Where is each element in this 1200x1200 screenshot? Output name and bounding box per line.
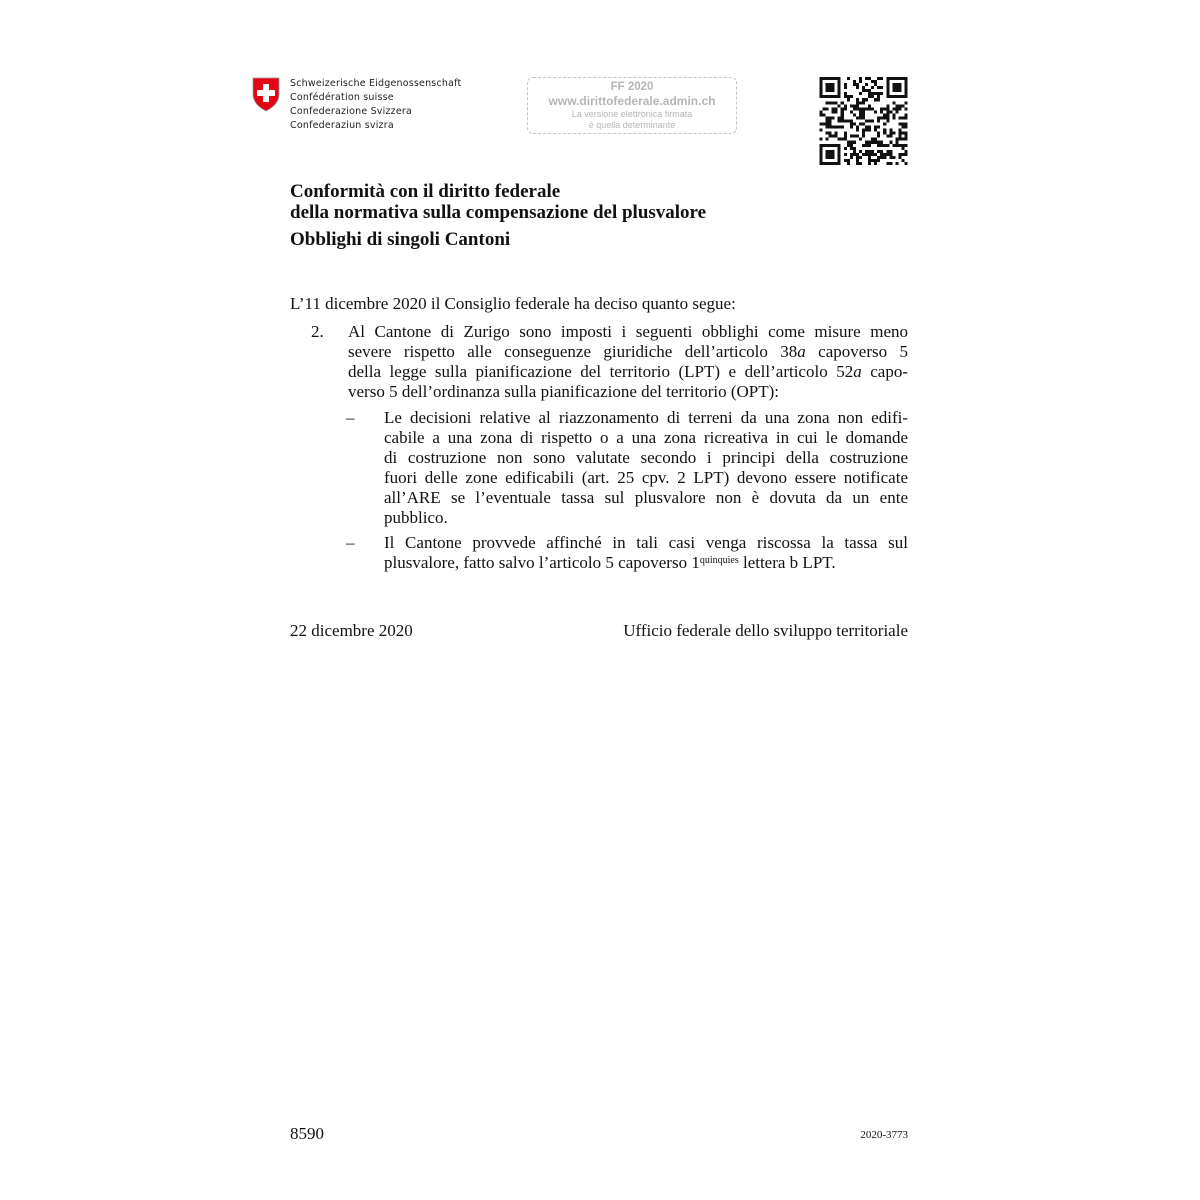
document-date: 22 dicembre 2020 [290, 621, 413, 640]
stamp-gazette: FF 2020 [610, 81, 654, 93]
bullet-line: cabile a una zona di rispetto o a una zona ricreativa in cui le domande [384, 428, 908, 447]
bullet-line: pubblico. [384, 508, 448, 527]
item-line: verso 5 dell’ordinanza sulla pianificazione del territorio (OPT): [348, 382, 779, 401]
bullet-line: Il Cantone provvede affinché in tali casi venga riscossa la tassa sul [384, 533, 908, 552]
document-title-line-2: della normativa sulla compensazione del plusvalore [290, 202, 707, 223]
issuer-name-it: Confederazione Svizzera [290, 106, 413, 117]
publication-stamp [527, 77, 737, 134]
issuer-name-fr: Confédération suisse [290, 92, 394, 103]
item-number: 2. [311, 322, 324, 341]
document-reference: 2020-3773 [860, 1129, 908, 1141]
document-title-line-1: Conformità con il diritto federale [290, 181, 561, 202]
issuing-office: Ufficio federale dello sviluppo territoriale [623, 621, 908, 640]
stamp-url: www.dirittofederale.admin.ch [548, 94, 716, 108]
stamp-note-1: La versione elettronica firmata [571, 109, 693, 119]
issuer-name-de: Schweizerische Eidgenossenschaft [290, 78, 462, 89]
item-line: severe rispetto alle conseguenze giuridiche dell’articolo 38a capoverso 5 [348, 342, 909, 361]
bullet-dash: – [346, 533, 355, 552]
document-title [290, 181, 706, 223]
bullet-dash: – [346, 408, 355, 427]
page-number: 8590 [290, 1124, 324, 1143]
bullet-line: plusvalore, fatto salvo l’articolo 5 capoverso $1^{quinquies}$ lettera b LPT. [384, 553, 836, 572]
intro-paragraph: L’11 dicembre 2020 il Consiglio federale ha deciso quanto segue: [290, 294, 736, 313]
document-subtitle: Obblighi di singoli Cantoni [290, 229, 511, 250]
item-paragraph [348, 322, 908, 402]
swiss-cross-shield-icon [251, 76, 281, 112]
bullet-item-notification [384, 408, 908, 528]
stamp-note-2: è quella determinante [588, 120, 676, 130]
bullet-line: Le decisioni relative al riazzonamento di terreni da una zona non edifi- [384, 408, 908, 427]
issuer-name-rm: Confederaziun svizra [290, 120, 394, 131]
bullet-line: di costruzione non sono valutate secondo i principi della costruzione [384, 448, 908, 467]
bullet-item-tax-collection [384, 533, 908, 573]
item-line: Al Cantone di Zurigo sono imposti i seguenti obblighi come misure meno [348, 322, 908, 341]
qr-code-icon [819, 77, 908, 165]
bullet-line: all’ARE se l’eventuale tassa sul plusvalore non è dovuta da un ente [384, 488, 908, 507]
issuer-name [290, 77, 461, 133]
bullet-line: fuori delle zone edificabili (art. 25 cpv. 2 LPT) devono essere notificate [384, 468, 908, 487]
item-line: della legge sulla pianificazione del territorio (LPT) e dell’articolo 52a capo- [348, 362, 908, 381]
